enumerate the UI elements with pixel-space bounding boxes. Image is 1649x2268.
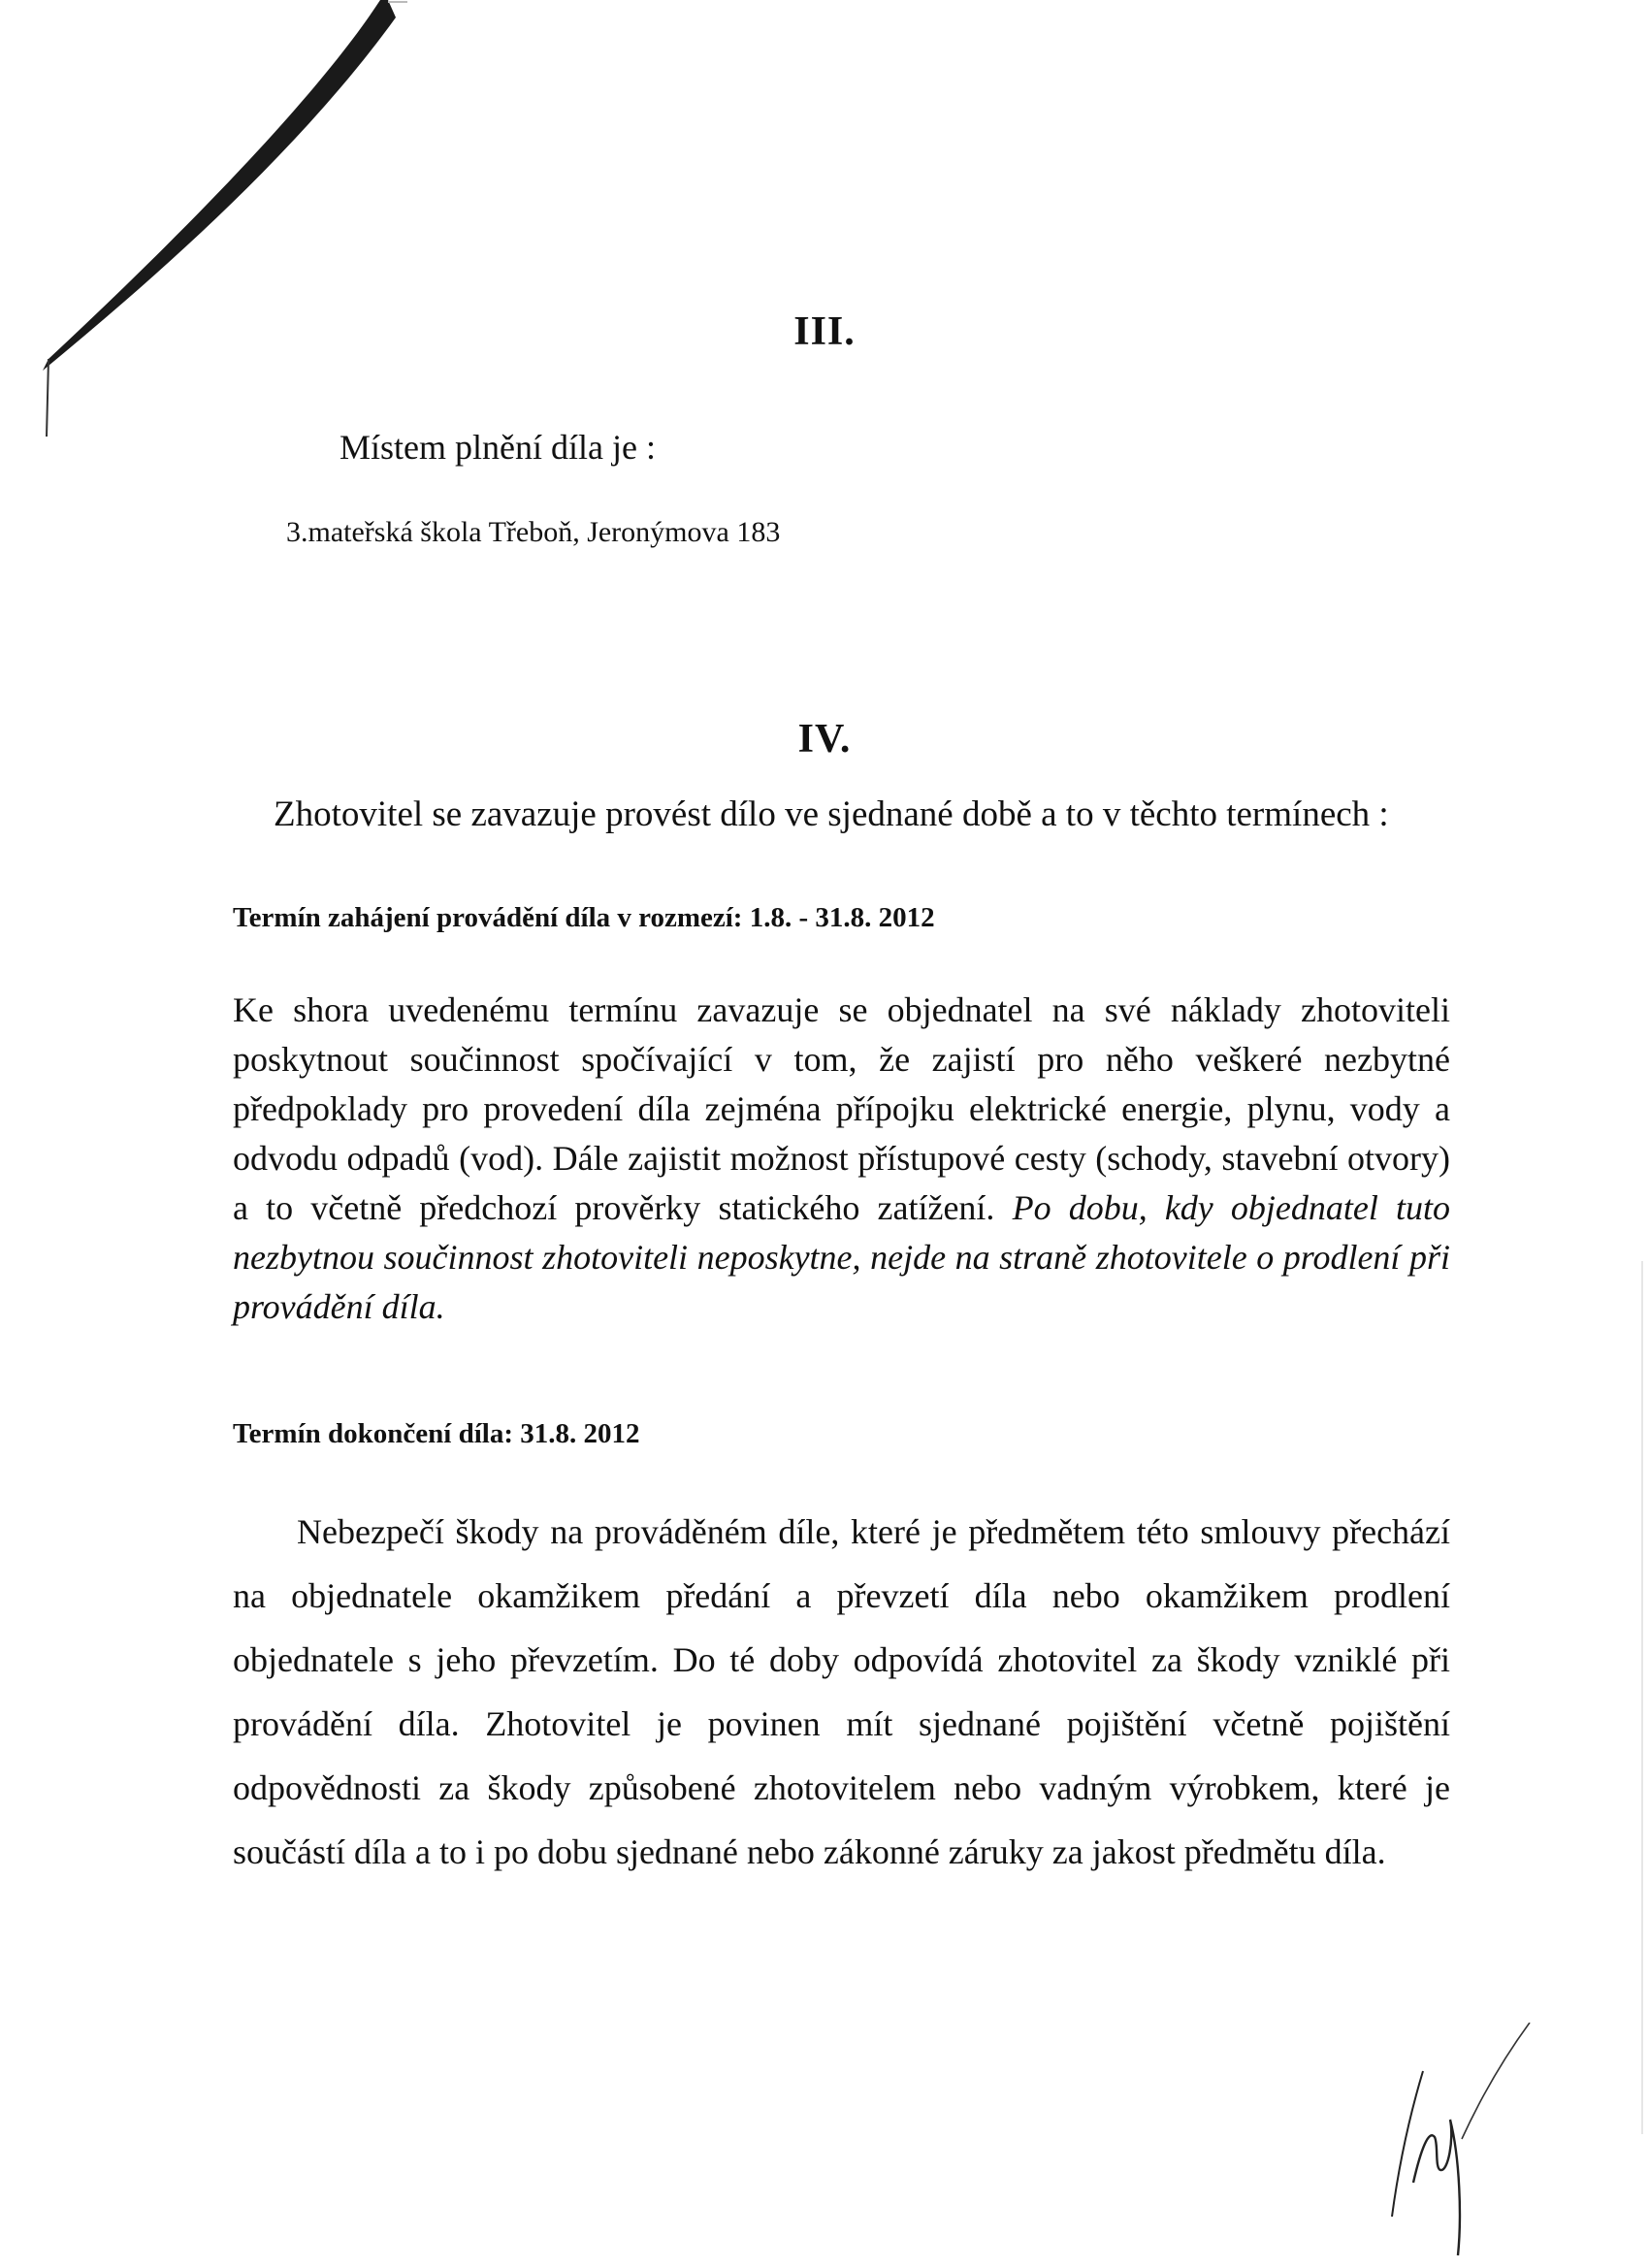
risk-transfer-paragraph: Nebezpečí škody na prováděném díle, které je předmětem této smlouvy přechází na objednatele okamžikem předání a převzetí díla nebo okamžikem prodlení objednatele s jeho převzetím. Do té doby odpovídá zhotovitel za škody vzniklé při provádění díla. Zhotovitel je povinen mít sjednané pojištění včetně pojištění odpovědnosti za škody způsobené zhotovitelem nebo vadným výrobkem, které je součástí díla a to i po dobu sjednané nebo zákonné záruky za jakost předmětu díla. xyxy=(233,1512,1450,1871)
start-term-heading: Termín zahájení provádění díla v rozmezí: 1.8. - 31.8. 2012 xyxy=(233,902,935,933)
place-of-performance-value: 3.mateřská škola Třeboň, Jeronýmova 183 xyxy=(286,516,781,548)
scan-edge-mark xyxy=(1639,1261,1645,2134)
section-iv-intro: Zhotovitel se zavazuje provést dílo ve sjednané době a to v těchto termínech : xyxy=(274,794,1389,834)
paragraph1-regular-text: Ke shora uvedenému termínu zavazuje se objednatel na své náklady zhotoviteli poskytnout součinnost spočívající v tom, že zajistí pro něho veškeré nezbytné předpoklady pro provedení díla zejména přípojku elektrické energie, plynu, vody a odvodu odpadů (vod). Dále zajistit možnost přístupové cesty (schody, stavební otvory) a to včetně předchozí prověrky statického zatížení. xyxy=(233,990,1450,1227)
end-term-heading: Termín dokončení díla: 31.8. 2012 xyxy=(233,1418,640,1449)
section-iv-heading: IV. xyxy=(797,717,852,761)
start-term-paragraph xyxy=(233,986,1450,1332)
section-iii-heading: III. xyxy=(793,309,856,354)
scan-fold-shadow xyxy=(0,0,407,446)
handwritten-initials-signature xyxy=(1353,2023,1547,2265)
paragraph1-italic-text: Po dobu, kdy objednatel tuto nezbytnou součinnost zhotoviteli neposkytne, nejde na straně zhotovitele o prodlení při provádění díla. xyxy=(233,1188,1451,1326)
place-of-performance-label: Místem plnění díla je : xyxy=(340,428,656,467)
